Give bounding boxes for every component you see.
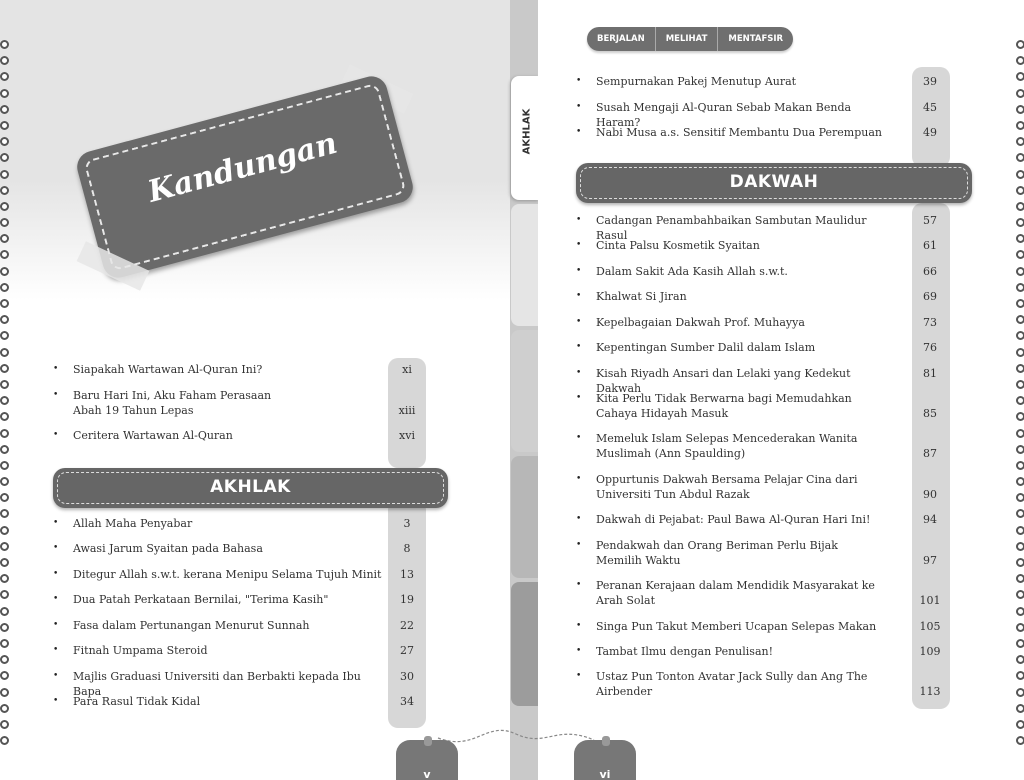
binder-hole (1016, 704, 1024, 713)
binder-hole (1016, 299, 1024, 308)
binder-hole (1016, 267, 1024, 276)
toc-entry[interactable] (53, 541, 428, 557)
toc-entry-title: Fitnah Umpama Steroid (73, 644, 208, 657)
binder-hole (1016, 623, 1024, 632)
toc-entry[interactable] (576, 391, 952, 423)
pin-icon (424, 736, 432, 746)
toc-entry-page: xi (402, 363, 412, 376)
toc-entry-page: 13 (400, 568, 414, 581)
binder-hole (1016, 736, 1024, 745)
bullet-icon: • (576, 76, 582, 86)
binder-hole (0, 283, 9, 292)
nav-melihat[interactable]: MELIHAT (656, 27, 719, 51)
binder-hole (0, 105, 9, 114)
toc-entry[interactable] (576, 644, 952, 660)
page-number: v (423, 768, 431, 780)
bullet-icon: • (576, 291, 582, 301)
toc-entry-title: Cinta Palsu Kosmetik Syaitan (596, 239, 760, 252)
toc-entry-page: 34 (400, 695, 414, 708)
binder-hole (1016, 105, 1024, 114)
binder-hole (0, 218, 9, 227)
toc-entry[interactable] (576, 472, 952, 504)
binder-hole (1016, 89, 1024, 98)
bullet-icon: • (576, 342, 582, 352)
binder-hole (0, 558, 9, 567)
right-page (538, 0, 1024, 780)
binder-hole (1016, 153, 1024, 162)
bullet-icon: • (576, 102, 582, 112)
toc-entry[interactable] (576, 366, 952, 395)
toc-entry-page: 45 (923, 101, 937, 114)
binder-hole (0, 331, 9, 340)
toc-entry-page: 87 (923, 447, 937, 460)
page-tag-left (396, 740, 458, 780)
toc-entry[interactable] (53, 694, 428, 710)
toc-entry-title: Baru Hari Ini, Aku Faham Perasaan Abah 19 Tahun Lepas (73, 389, 272, 417)
binder-hole (0, 623, 9, 632)
binder-hole (0, 509, 9, 518)
toc-entry[interactable] (576, 669, 952, 701)
binder-hole (1016, 574, 1024, 583)
binder-hole (0, 412, 9, 421)
bullet-icon: • (576, 433, 582, 443)
bullet-icon: • (53, 364, 59, 374)
toc-entry-page: 97 (923, 554, 937, 567)
bullet-icon: • (576, 671, 582, 681)
toc-entry-page: 30 (400, 670, 414, 683)
section-title: AKHLAK (210, 477, 291, 497)
bullet-icon: • (53, 543, 59, 553)
toc-entry-title: Ditegur Allah s.w.t. kerana Menipu Selama Tujuh Minit (73, 568, 382, 581)
binder-hole (1016, 250, 1024, 259)
binder-hole (1016, 137, 1024, 146)
binder-hole (1016, 170, 1024, 179)
toc-entry-title: Susah Mengaji Al-Quran Sebab Makan Benda Haram? (596, 101, 852, 129)
binder-hole (1016, 477, 1024, 486)
binder-hole (0, 526, 9, 535)
bullet-icon: • (576, 368, 582, 378)
binder-hole (1016, 558, 1024, 567)
toc-entry[interactable] (53, 592, 428, 608)
toc-entry-page: xiii (398, 404, 416, 417)
toc-entry-title: Kepelbagaian Dakwah Prof. Muhayya (596, 316, 805, 329)
pin-icon (602, 736, 610, 746)
binder-hole (0, 655, 9, 664)
toc-entry-title: Dalam Sakit Ada Kasih Allah s.w.t. (596, 265, 788, 278)
bullet-icon: • (576, 317, 582, 327)
bullet-icon: • (53, 620, 59, 630)
binder-hole (1016, 639, 1024, 648)
section-tab[interactable] (511, 456, 539, 578)
binder-hole (0, 445, 9, 454)
bullet-icon: • (576, 646, 582, 656)
binder-hole (1016, 380, 1024, 389)
binder-hole (0, 590, 9, 599)
binder-hole (0, 574, 9, 583)
bullet-icon: • (53, 430, 59, 440)
toc-entry-title: Memeluk Islam Selepas Mencederakan Wanita Muslimah (Ann Spaulding) (596, 432, 858, 460)
binder-hole (1016, 671, 1024, 680)
toc-entry-page: 69 (923, 290, 937, 303)
bullet-icon: • (53, 645, 59, 655)
binder-hole (0, 688, 9, 697)
toc-entry-title: Pendakwah dan Orang Beriman Perlu Bijak Memilih Waktu (596, 539, 838, 567)
toc-entry-page: 81 (923, 367, 937, 380)
toc-entry[interactable] (576, 100, 952, 129)
binder-hole (0, 234, 9, 243)
bullet-icon: • (576, 266, 582, 276)
binder-hole (1016, 509, 1024, 518)
binder-hole (0, 299, 9, 308)
binder-hole (1016, 607, 1024, 616)
binder-hole (1016, 315, 1024, 324)
toc-entry-title: Fasa dalam Pertunangan Menurut Sunnah (73, 619, 310, 632)
toc-entry[interactable] (576, 125, 952, 141)
binder-hole (1016, 72, 1024, 81)
toc-entry[interactable] (576, 340, 952, 356)
binder-hole (0, 170, 9, 179)
binder-hole (1016, 202, 1024, 211)
bullet-icon: • (576, 580, 582, 590)
toc-entry-page: 49 (923, 126, 937, 139)
page-title: Kandungan (144, 125, 341, 210)
binder-hole (0, 72, 9, 81)
binder-hole (0, 267, 9, 276)
binder-hole (0, 704, 9, 713)
binder-hole (0, 202, 9, 211)
toc-entry-page: 19 (400, 593, 414, 606)
binder-hole (0, 153, 9, 162)
binder-hole (0, 40, 9, 49)
bullet-icon: • (576, 514, 582, 524)
binder-hole (0, 186, 9, 195)
binder-hole (0, 137, 9, 146)
toc-entry[interactable] (53, 669, 428, 698)
toc-entry-page: xvi (399, 429, 415, 442)
toc-entry-title: Majlis Graduasi Universiti dan Berbakti kepada Ibu Bapa (73, 670, 361, 698)
toc-entry-page: 105 (919, 620, 941, 633)
toc-entry[interactable] (576, 238, 952, 254)
binder-hole (0, 493, 9, 502)
toc-entry-page: 22 (400, 619, 414, 632)
binder-hole (1016, 218, 1024, 227)
toc-entry[interactable] (576, 431, 952, 463)
toc-entry[interactable] (576, 512, 952, 528)
binder-hole (1016, 445, 1024, 454)
binder-hole (0, 348, 9, 357)
toc-entry[interactable] (53, 618, 428, 634)
toc-entry-title: Ceritera Wartawan Al-Quran (73, 429, 233, 442)
page-number: vi (599, 768, 611, 780)
binder-hole (0, 396, 9, 405)
bullet-icon: • (576, 474, 582, 484)
toc-entry-title: Awasi Jarum Syaitan pada Bahasa (73, 542, 263, 555)
bullet-icon: • (576, 127, 582, 137)
toc-entry-title: Cadangan Penambahbaikan Sambutan Maulidur Rasul (596, 214, 867, 242)
section-tab-akhlak[interactable] (511, 76, 539, 200)
tab-label: AKHLAK (521, 108, 533, 155)
binder-hole (1016, 655, 1024, 664)
bullet-icon: • (53, 569, 59, 579)
binder-holes-left (0, 40, 10, 752)
toc-entry-title: Kita Perlu Tidak Berwarna bagi Memudahkan Cahaya Hidayah Masuk (596, 392, 852, 420)
toc-entry-page: 3 (403, 517, 411, 530)
binder-hole (1016, 412, 1024, 421)
toc-entry-page: 85 (923, 407, 937, 420)
toc-entry[interactable] (576, 213, 952, 242)
toc-entry[interactable] (53, 388, 428, 420)
binder-hole (1016, 56, 1024, 65)
binder-hole (0, 639, 9, 648)
bullet-icon: • (53, 390, 59, 400)
title-card (74, 73, 417, 281)
toc-entry-title: Nabi Musa a.s. Sensitif Membantu Dua Perempuan (596, 126, 883, 139)
toc-entry-title: Sempurnakan Pakej Menutup Aurat (596, 75, 797, 88)
binder-hole (1016, 526, 1024, 535)
toc-entry[interactable] (53, 516, 428, 532)
toc-entry-title: Peranan Kerajaan dalam Mendidik Masyarakat ke Arah Solat (596, 579, 875, 607)
section-title: DAKWAH (729, 172, 819, 192)
toc-entry-page: 57 (923, 214, 937, 227)
binder-hole (0, 315, 9, 324)
toc-entry-title: Khalwat Si Jiran (596, 290, 687, 303)
bullet-icon: • (576, 621, 582, 631)
section-header-akhlak (53, 468, 448, 508)
toc-entry[interactable] (576, 264, 952, 280)
toc-entry-page: 94 (923, 513, 937, 526)
toc-entry-title: Kepentingan Sumber Dalil dalam Islam (596, 341, 816, 354)
bullet-icon: • (576, 240, 582, 250)
toc-entry-title: Para Rasul Tidak Kidal (73, 695, 201, 708)
toc-entry[interactable] (576, 74, 952, 90)
binder-hole (1016, 364, 1024, 373)
section-tab[interactable] (511, 204, 539, 326)
toc-entry[interactable] (576, 538, 952, 570)
bullet-icon: • (53, 671, 59, 681)
toc-entry-title: Allah Maha Penyabar (73, 517, 193, 530)
binder-hole (1016, 331, 1024, 340)
binder-hole (0, 364, 9, 373)
top-nav (587, 27, 793, 51)
binder-hole (0, 56, 9, 65)
section-header-dakwah (576, 163, 972, 203)
toc-entry-title: Siapakah Wartawan Al-Quran Ini? (73, 363, 263, 376)
binder-hole (0, 542, 9, 551)
toc-entry-page: 101 (919, 594, 941, 607)
binder-hole (1016, 348, 1024, 357)
binder-hole (1016, 688, 1024, 697)
toc-entry-page: 76 (923, 341, 937, 354)
binder-hole (0, 477, 9, 486)
toc-entry[interactable] (53, 643, 428, 659)
toc-entry-title: Dakwah di Pejabat: Paul Bawa Al-Quran Hari Ini! (596, 513, 871, 526)
page-tag-right (574, 740, 636, 780)
binder-hole (0, 671, 9, 680)
binder-holes-right (1016, 40, 1024, 752)
bullet-icon: • (53, 518, 59, 528)
toc-entry-page: 109 (919, 645, 941, 658)
binder-hole (1016, 429, 1024, 438)
toc-entry-title: Tambat Ilmu dengan Penulisan! (596, 645, 774, 658)
toc-entry-title: Kisah Riyadh Ansari dan Lelaki yang Kedekut Dakwah (596, 367, 851, 395)
binder-hole (1016, 590, 1024, 599)
binder-hole (1016, 461, 1024, 470)
toc-entry-title: Dua Patah Perkataan Bernilai, "Terima Kasih" (73, 593, 329, 606)
binder-hole (0, 89, 9, 98)
bullet-icon: • (53, 696, 59, 706)
toc-entry-page: 8 (403, 542, 411, 555)
toc-entry-page: 73 (923, 316, 937, 329)
bullet-icon: • (576, 393, 582, 403)
bullet-icon: • (576, 215, 582, 225)
nav-berjalan[interactable]: BERJALAN (587, 27, 656, 51)
section-tab[interactable] (511, 330, 539, 452)
toc-entry[interactable] (53, 362, 428, 378)
toc-entry[interactable] (576, 289, 952, 305)
binder-hole (0, 250, 9, 259)
binder-hole (0, 736, 9, 745)
binder-hole (1016, 720, 1024, 729)
binder-hole (1016, 542, 1024, 551)
binder-hole (0, 461, 9, 470)
bullet-icon: • (576, 540, 582, 550)
nav-mentafsir[interactable]: MENTAFSIR (728, 34, 784, 44)
binder-hole (0, 121, 9, 130)
toc-entry-title: Ustaz Pun Tonton Avatar Jack Sully dan Ang The Airbender (596, 670, 868, 698)
toc-entry-page: 27 (400, 644, 414, 657)
binder-hole (1016, 186, 1024, 195)
binder-hole (1016, 121, 1024, 130)
binder-hole (1016, 396, 1024, 405)
toc-entry-page: 66 (923, 265, 937, 278)
binder-hole (1016, 493, 1024, 502)
binder-hole (1016, 234, 1024, 243)
toc-entry-page: 39 (923, 75, 937, 88)
toc-entry-title: Oppurtunis Dakwah Bersama Pelajar Cina dari Universiti Tun Abdul Razak (596, 473, 858, 501)
toc-entry[interactable] (53, 428, 428, 444)
toc-entry-page: 90 (923, 488, 937, 501)
tag-string (436, 716, 596, 756)
binder-hole (0, 380, 9, 389)
toc-entry[interactable] (576, 315, 952, 331)
left-page (0, 0, 510, 780)
bullet-icon: • (53, 594, 59, 604)
toc-entry[interactable] (576, 578, 952, 610)
binder-hole (0, 607, 9, 616)
binder-hole (1016, 40, 1024, 49)
toc-entry-page: 61 (923, 239, 937, 252)
binder-hole (1016, 283, 1024, 292)
toc-entry[interactable] (576, 619, 952, 635)
toc-entry[interactable] (53, 567, 428, 583)
section-tab[interactable] (511, 582, 539, 706)
binder-hole (0, 429, 9, 438)
toc-entry-page: 113 (919, 685, 941, 698)
binder-hole (0, 720, 9, 729)
toc-entry-title: Singa Pun Takut Memberi Ucapan Selepas Makan (596, 620, 877, 633)
